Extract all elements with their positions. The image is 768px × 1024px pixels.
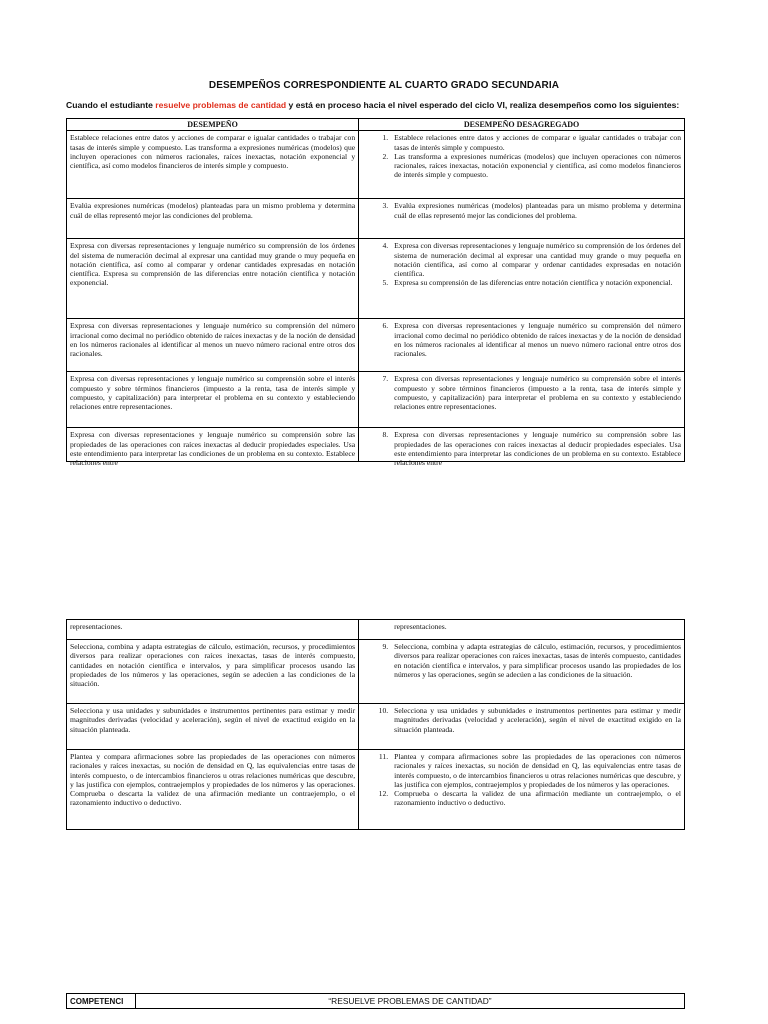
item-text: Evalúa expresiones numéricas (modelos) planteadas para un mismo problema y determina cuál de ellas representó mejor las condiciones del problema. (394, 201, 681, 220)
desagregado-list (362, 706, 681, 746)
table-row (67, 640, 685, 704)
item-text: Establece relaciones entre datos y acciones de comparar e igualar cantidades o trabajar con tasas de interés simple y compuesto. (394, 133, 681, 152)
item-text: Expresa con diversas representaciones y lenguaje numérico su comprensión de los órdenes del sistema de numeración decimal al expresar una cantidad muy grande o muy pequeña en notación científica, así como al comparar y ordenar cantidades expresadas en notación científica. (394, 241, 681, 279)
item-number: 2. (382, 151, 389, 161)
item-number: 9. (382, 642, 389, 651)
table-body-page2 (67, 620, 685, 830)
desempeno-cell (67, 239, 359, 319)
item-number: 12. (378, 789, 389, 799)
desempeno-cell (67, 750, 359, 830)
intro-highlight: resuelve problemas de cantidad (155, 100, 287, 110)
item-text: Expresa con diversas representaciones y lenguaje numérico su comprensión sobre el interés compuesto y sobre términos financieros (impuesto a la renta, tasa de interés simple y compuesto, y capitalización) para interpretar el problema en su contexto y estableciendo relaciones entre representaciones. (394, 374, 681, 412)
desempeno-cell (67, 319, 359, 372)
desagregado-list (362, 374, 681, 424)
list-item (362, 321, 681, 358)
table-header-row (67, 119, 685, 131)
desagregado-cell (359, 239, 685, 319)
desagregado-cell (359, 704, 685, 750)
item-text: Expresa con diversas representaciones y lenguaje numérico su comprensión sobre las propiedades de las operaciones con raíces inexactas al deducir propiedades especiales. Usa este entendimiento para interpretar las condiciones de un problema en su contexto. Establece relaciones entre (394, 430, 681, 468)
competence-value: “RESUELVE PROBLEMAS DE CANTIDAD” (136, 994, 685, 1009)
header-desempeno: DESEMPEÑO (67, 119, 359, 131)
item-text: Selecciona, combina y adapta estrategias de cálculo, estimación, recursos, y procedimientos diversos para realizar operaciones con raíces inexactas, tasas de interés compuesto, cantidades en notación científica e intervalos, y para simplificar procesos usando las propiedades de los números y las operaciones, según se adecúen a las condiciones de la situación. (394, 642, 681, 679)
desagregado-cell (359, 750, 685, 830)
table-row (67, 319, 685, 372)
item-text: Selecciona y usa unidades y subunidades e instrumentos pertinentes para estimar y medir magnitudes derivadas (velocidad y aceleración), según el nivel de exactitud exigido en la situación planteada. (394, 706, 681, 734)
item-number (362, 622, 394, 631)
desempeno-cell (67, 131, 359, 199)
item-number: 10. (378, 706, 389, 715)
list-item (362, 201, 681, 220)
list-item (362, 622, 681, 631)
desagregado-cell (359, 640, 685, 704)
desagregado-list (362, 430, 681, 468)
item-number: 4. (382, 241, 389, 251)
table-row (67, 131, 685, 199)
item-text: Expresa su comprensión de las diferencias entre notación científica y notación exponencial. (394, 278, 673, 288)
desagregado-list (362, 622, 681, 636)
desempeno-text: Selecciona y usa unidades y subunidades e instrumentos pertinentes para estimar y medir magnitudes derivadas (velocidad y aceleración), según el nivel de exactitud exigido en la situación planteada. (70, 706, 356, 734)
desagregado-cell (359, 131, 685, 199)
desempeno-text: Expresa con diversas representaciones y lenguaje numérico su comprensión sobre el interés compuesto y sobre términos financieros (impuesto a la renta, tasa de interés simple y compuesto, y capitalización) para interpretar el problema en su contexto y estableciendo relaciones entre representaciones. (70, 374, 356, 412)
intro-after: y está en proceso hacia el nivel esperado del ciclo VI, realiza desempeños como los siguientes: (286, 100, 680, 110)
list-item (362, 152, 681, 180)
desagregado-cell (359, 428, 685, 468)
header-desagregado: DESEMPEÑO DESAGREGADO (359, 119, 685, 131)
performance-table-page2 (66, 619, 685, 830)
desagregado-list (362, 241, 681, 315)
desempeno-text: Establece relaciones entre datos y acciones de comparar e igualar cantidades o trabajar con tasas de interés simple y compuesto. Las transforma a expresiones numéricas (modelos) que incluyen operaciones con números racionales, raíces inexactas, notación exponencial y científica, así como modelos financieros de interés simple y compuesto. (70, 133, 356, 171)
list-item (362, 374, 681, 411)
desempeno-text: Selecciona, combina y adapta estrategias de cálculo, estimación, recursos, y procedimientos diversos para realizar operaciones con raíces inexactas, tasas de interés compuesto, cantidades en notación científica e intervalos, y para simplificar procesos usando las propiedades de los números y las operaciones, según se adecúen a las condiciones de la situación. (70, 642, 356, 689)
desagregado-list (362, 752, 681, 826)
table-body-page1 (67, 131, 685, 468)
list-item (362, 706, 681, 734)
desagregado-list (362, 642, 681, 700)
table-row (67, 199, 685, 239)
table-row (67, 704, 685, 750)
desempeno-text: Plantea y compara afirmaciones sobre las propiedades de las operaciones con números racionales y raíces inexactas, su noción de densidad en Q, las equivalencias entre tasas de interés compuesto, o de intercambios financieros u otras relaciones numéricas que descubre, y las justifica con ejemplos, contraejemplos y propiedades de los números y las operaciones. Comprueba o descarta la validez de una afirmación mediante un contraejemplo, o el razonamiento inductivo o deductivo. (70, 752, 356, 808)
list-item (362, 789, 681, 808)
desempeno-text: Expresa con diversas representaciones y lenguaje numérico su comprensión del número irracional como decimal no periódico obtenido de raíces inexactas y de la noción de densidad en los números racionales al identificar al menos un nuevo número racional entre otros dos racionales. (70, 321, 356, 359)
competence-row (67, 994, 685, 1009)
desagregado-list (362, 201, 681, 235)
competence-label: COMPETENCI (67, 994, 136, 1009)
desempeno-text: representaciones. (70, 622, 123, 631)
item-text: Plantea y compara afirmaciones sobre las propiedades de las operaciones con números racionales y raíces inexactas, su noción de densidad en Q, las equivalencias entre tasas de interés compuesto, o de intercambios financieros u otras relaciones numéricas que descubre, y las justifica con ejemplos, contraejemplos y propiedades de los números y las operaciones. (394, 752, 681, 789)
desempeno-cell (67, 372, 359, 428)
table-row (67, 239, 685, 319)
item-text: Las transforma a expresiones numéricas (modelos) que incluyen operaciones con números racionales, raíces inexactas, notación exponencial y científica, así como modelos financieros de interés simple y compuesto. (394, 151, 681, 180)
intro-text (66, 100, 756, 110)
list-item (362, 430, 681, 467)
list-item (362, 642, 681, 679)
list-item (362, 133, 681, 152)
intro-before: Cuando el estudiante (66, 100, 156, 110)
desagregado-cell (359, 319, 685, 372)
item-text: Comprueba o descarta la validez de una afirmación mediante un contraejemplo, o el razonamiento inductivo o deductivo. (394, 789, 681, 808)
desempeno-cell (67, 620, 359, 640)
desempeno-cell (67, 640, 359, 704)
item-number: 5. (382, 278, 389, 288)
performance-table-page1 (66, 118, 685, 468)
desagregado-cell (359, 199, 685, 239)
item-number: 1. (382, 133, 389, 143)
desagregado-list (362, 321, 681, 368)
desagregado-cell (359, 372, 685, 428)
table-row (67, 620, 685, 640)
item-number: 6. (382, 321, 389, 331)
item-number: 3. (382, 201, 389, 211)
item-number: 11. (378, 752, 389, 761)
desagregado-cell (359, 620, 685, 640)
item-text: Expresa con diversas representaciones y lenguaje numérico su comprensión del número irracional como decimal no periódico obtenido de raíces inexactas y de la noción de densidad en los números racionales al identificar al menos un nuevo número racional entre otros dos racionales. (394, 321, 681, 359)
desempeno-cell (67, 704, 359, 750)
item-number: 7. (382, 374, 389, 384)
list-item (362, 278, 681, 287)
table-row (67, 428, 685, 462)
competence-table (66, 993, 685, 1009)
table-row (67, 750, 685, 830)
list-item (362, 752, 681, 789)
desempeno-text: Expresa con diversas representaciones y lenguaje numérico su comprensión de los órdenes del sistema de numeración decimal al expresar una cantidad muy grande o muy pequeña en notación científica, así como al comparar y ordenar cantidades expresadas en notación científica. Expresa su comprensión de las diferencias entre notación científica y notación exponencial. (70, 241, 356, 288)
item-text: representaciones. (394, 622, 447, 631)
desagregado-list (362, 133, 681, 195)
desempeno-cell (67, 199, 359, 239)
table-row (67, 372, 685, 428)
document-title: DESEMPEÑOS CORRESPONDIENTE AL CUARTO GRADO SECUNDARIA (208, 80, 560, 91)
list-item (362, 241, 681, 278)
desempeno-text: Expresa con diversas representaciones y lenguaje numérico su comprensión sobre las propiedades de las operaciones con raíces inexactas al deducir propiedades especiales. Usa este entendimiento para interpretar las condiciones de un problema en su contexto. Establece relaciones entre (70, 430, 356, 468)
item-number: 8. (382, 430, 389, 440)
desempeno-cell (67, 428, 359, 468)
desempeno-text: Evalúa expresiones numéricas (modelos) planteadas para un mismo problema y determina cuál de ellas representó mejor las condiciones del problema. (70, 201, 356, 220)
